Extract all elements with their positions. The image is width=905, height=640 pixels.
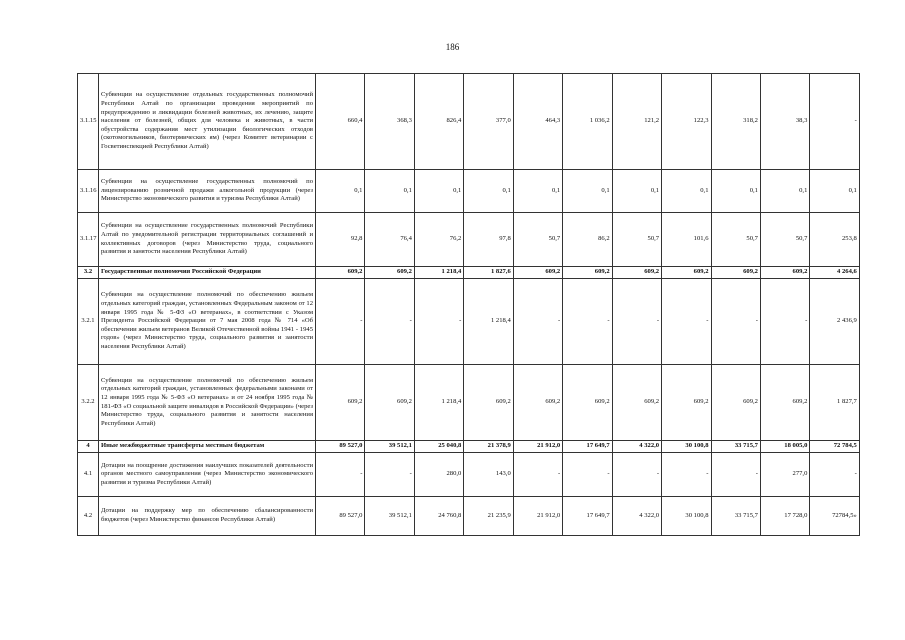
row-description: Субвенции на осуществление государственных полномочий по лицензированию розничной продажи алкогольной продукции (через Министерство экономического развития и туризма Республики Алтай) <box>99 170 316 213</box>
row-description: Дотации на поощрение достижения наилучших показателей деятельности органов местного самоуправления (через Министерство экономического развития и туризма Республики Алтай) <box>99 453 316 497</box>
value-cell: 30 100,8 <box>662 497 711 536</box>
value-cell: 50,7 <box>760 213 809 267</box>
row-code: 4 <box>78 441 99 453</box>
value-cell: 609,2 <box>662 365 711 441</box>
value-cell: 609,2 <box>316 267 365 279</box>
value-cell: 39 512,1 <box>365 497 414 536</box>
value-cell: 609,2 <box>662 267 711 279</box>
value-cell: - <box>563 279 612 365</box>
value-cell: 21 912,0 <box>513 441 562 453</box>
value-cell: 33 715,7 <box>711 441 760 453</box>
value-cell: 464,3 <box>513 74 562 170</box>
value-cell: 609,2 <box>563 267 612 279</box>
value-cell: 609,2 <box>513 365 562 441</box>
value-cell: - <box>662 279 711 365</box>
value-cell: 609,2 <box>316 365 365 441</box>
value-cell: 4 264,6 <box>810 267 859 279</box>
value-cell: 280,0 <box>414 453 463 497</box>
value-cell: 609,2 <box>464 365 513 441</box>
table-row <box>78 497 860 536</box>
row-code: 3.1.15 <box>78 74 99 170</box>
value-cell: - <box>414 279 463 365</box>
value-cell: 609,2 <box>365 365 414 441</box>
value-cell: 86,2 <box>563 213 612 267</box>
value-cell: 18 005,0 <box>760 441 809 453</box>
row-description: Государственные полномочия Российской Федерации <box>99 267 316 279</box>
value-cell: 4 322,0 <box>612 497 661 536</box>
value-cell: 121,2 <box>612 74 661 170</box>
value-cell: 1 218,4 <box>464 279 513 365</box>
value-cell: 21 235,9 <box>464 497 513 536</box>
table-row <box>78 453 860 497</box>
section-row <box>78 267 860 279</box>
row-code: 3.1.17 <box>78 213 99 267</box>
value-cell: 101,6 <box>662 213 711 267</box>
row-description: Субвенции на осуществление полномочий по обеспечению жильем отдельных категорий граждан, установленных Федеральным законом от 12 января 1995 года № 5-ФЗ «О ветеранах», в соответствии с Указом Президента Российской Федерации от 7 мая 2008 года № 714 «Об обеспечении жильем ветеранов Великой Отечественной войны 1941 - 1945 годов» (через Министерство труда, социального развития и занятости населения Республики Алтай) <box>99 279 316 365</box>
value-cell: 609,2 <box>365 267 414 279</box>
budget-table <box>77 73 860 536</box>
value-cell: 0,1 <box>464 170 513 213</box>
value-cell: 24 760,8 <box>414 497 463 536</box>
value-cell: 92,8 <box>316 213 365 267</box>
value-cell: - <box>612 279 661 365</box>
value-cell: 377,0 <box>464 74 513 170</box>
value-cell: 826,4 <box>414 74 463 170</box>
value-cell: - <box>513 453 562 497</box>
value-cell: - <box>513 279 562 365</box>
value-cell: 21 912,0 <box>513 497 562 536</box>
value-cell: 0,1 <box>563 170 612 213</box>
table-row <box>78 170 860 213</box>
value-cell: 368,3 <box>365 74 414 170</box>
value-cell: 30 100,8 <box>662 441 711 453</box>
value-cell: - <box>365 279 414 365</box>
value-cell: 609,2 <box>711 267 760 279</box>
value-cell: 1 036,2 <box>563 74 612 170</box>
value-cell: 277,0 <box>760 453 809 497</box>
value-cell: 253,8 <box>810 213 859 267</box>
row-code: 3.2.2 <box>78 365 99 441</box>
value-cell: 25 040,8 <box>414 441 463 453</box>
value-cell: 0,1 <box>316 170 365 213</box>
value-cell: 609,2 <box>513 267 562 279</box>
value-cell: 0,1 <box>760 170 809 213</box>
value-cell: 0,1 <box>711 170 760 213</box>
value-cell: 0,1 <box>513 170 562 213</box>
row-description: Субвенции на осуществление полномочий по обеспечению жильем отдельных категорий граждан, установленных федеральными законами от 12 января 1995 года № 5-ФЗ «О ветеранах» и от 24 ноября 1995 года № 181-ФЗ «О социальной защите инвалидов в Российской Федерации» (через Министерство труда, социального развития и занятости населения Республики Алтай) <box>99 365 316 441</box>
value-cell: - <box>316 453 365 497</box>
table-body <box>78 74 860 536</box>
value-cell: 609,2 <box>760 267 809 279</box>
value-cell: 0,1 <box>612 170 661 213</box>
value-cell: - <box>365 453 414 497</box>
value-cell: 609,2 <box>563 365 612 441</box>
table-row <box>78 213 860 267</box>
value-cell: 21 378,9 <box>464 441 513 453</box>
table-row <box>78 279 860 365</box>
row-description: Дотации на поддержку мер по обеспечению сбалансированности бюджетов (через Министерство финансов Республики Алтай) <box>99 497 316 536</box>
value-cell: 609,2 <box>711 365 760 441</box>
value-cell: 89 527,0 <box>316 497 365 536</box>
value-cell: 50,7 <box>711 213 760 267</box>
value-cell: 17 649,7 <box>563 497 612 536</box>
value-cell: 1 827,7 <box>810 365 859 441</box>
value-cell: 17 728,0 <box>760 497 809 536</box>
row-code: 4.1 <box>78 453 99 497</box>
value-cell: 97,8 <box>464 213 513 267</box>
value-cell: 89 527,0 <box>316 441 365 453</box>
value-cell: 17 649,7 <box>563 441 612 453</box>
row-code: 3.2.1 <box>78 279 99 365</box>
table-row <box>78 365 860 441</box>
value-cell: 72784,5» <box>810 497 859 536</box>
value-cell: 0,1 <box>414 170 463 213</box>
row-code: 3.2 <box>78 267 99 279</box>
value-cell: - <box>810 453 859 497</box>
value-cell: - <box>316 279 365 365</box>
value-cell: 76,2 <box>414 213 463 267</box>
value-cell: - <box>612 453 661 497</box>
row-description: Субвенции на осуществление государственных полномочий Республики Алтай по уведомительной регистрации территориальных соглашений и коллективных договоров (через Министерство труда, социального развития и занятости населения Республики Алтай) <box>99 213 316 267</box>
row-description: Субвенции на осуществление отдельных государственных полномочий Республики Алтай по организации проведения мероприятий по предупреждению и ликвидации болезней животных, их лечению, защите населения от болезней, общих для человека и животных, в части обустройства содержания мест утилизации биологических отходов (скотомогильников, биотермических ям) (через Комитет ветеринарии с Госветинспекцией Республики Алтай) <box>99 74 316 170</box>
row-description: Иные межбюджетные трансферты местным бюджетам <box>99 441 316 453</box>
value-cell: 2 436,9 <box>810 279 859 365</box>
value-cell: - <box>711 279 760 365</box>
value-cell: - <box>563 453 612 497</box>
value-cell: 50,7 <box>612 213 661 267</box>
value-cell: 38,3 <box>760 74 809 170</box>
value-cell: 1 827,6 <box>464 267 513 279</box>
value-cell: 33 715,7 <box>711 497 760 536</box>
value-cell: 39 512,1 <box>365 441 414 453</box>
value-cell: - <box>810 74 859 170</box>
value-cell: 609,2 <box>612 365 661 441</box>
value-cell: 0,1 <box>662 170 711 213</box>
value-cell: 0,1 <box>810 170 859 213</box>
page-number: 186 <box>445 42 460 52</box>
value-cell: - <box>711 453 760 497</box>
value-cell: 76,4 <box>365 213 414 267</box>
row-code: 4.2 <box>78 497 99 536</box>
value-cell: 122,3 <box>662 74 711 170</box>
value-cell: - <box>760 279 809 365</box>
section-row <box>78 441 860 453</box>
value-cell: - <box>662 453 711 497</box>
row-code: 3.1.16 <box>78 170 99 213</box>
value-cell: 1 218,4 <box>414 365 463 441</box>
value-cell: 4 322,0 <box>612 441 661 453</box>
value-cell: 50,7 <box>513 213 562 267</box>
value-cell: 0,1 <box>365 170 414 213</box>
value-cell: 143,0 <box>464 453 513 497</box>
value-cell: 660,4 <box>316 74 365 170</box>
value-cell: 318,2 <box>711 74 760 170</box>
value-cell: 609,2 <box>760 365 809 441</box>
value-cell: 1 218,4 <box>414 267 463 279</box>
value-cell: 609,2 <box>612 267 661 279</box>
table-row <box>78 74 860 170</box>
value-cell: 72 784,5 <box>810 441 859 453</box>
